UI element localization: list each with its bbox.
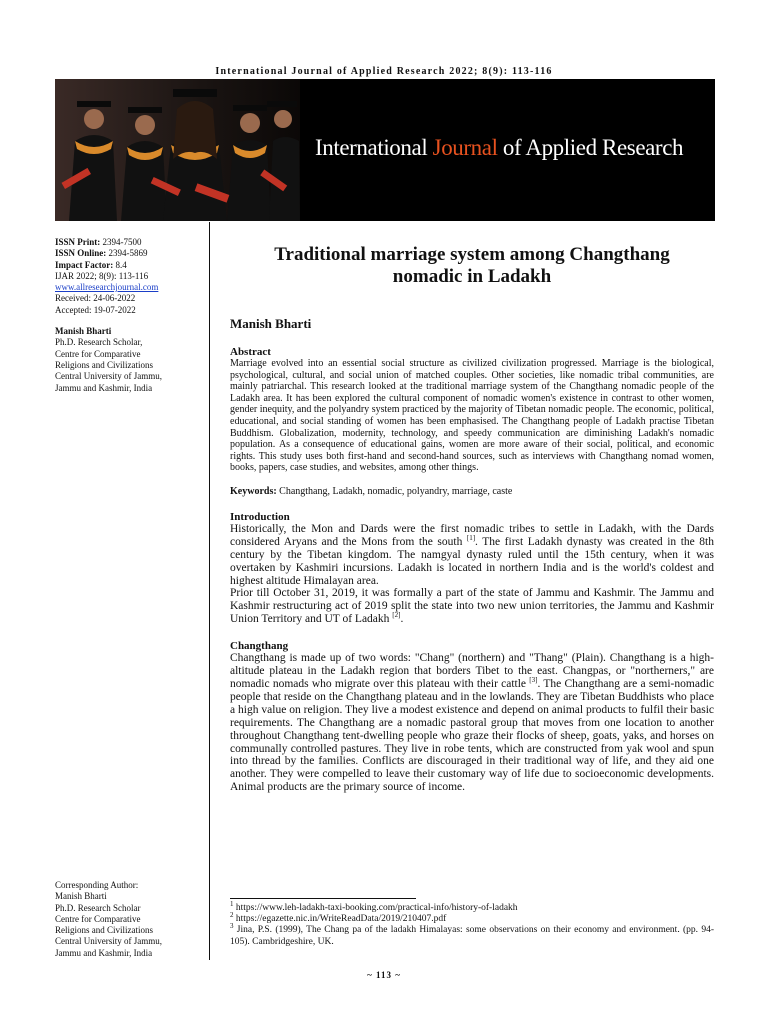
journal-title-part1: International: [315, 135, 433, 160]
journal-title-part2: of Applied Research: [497, 135, 684, 160]
impact-factor-value: 8.4: [113, 259, 127, 270]
footnote-text: https://www.leh-ladakh-taxi-booking.com/practical-info/history-of-ladakh: [233, 903, 518, 913]
issn-print: [55, 237, 205, 248]
issn-print-value: 2394-7500: [100, 237, 142, 247]
issn-online-label: ISSN Online:: [55, 248, 107, 259]
corresponding-name: Manish Bharti: [55, 891, 107, 902]
journal-website-link[interactable]: www.allresearchjournal.com: [55, 282, 159, 293]
received-date: Received: 24-06-2022: [55, 293, 136, 304]
keywords-list: Changthang, Ladakh, nomadic, polyandry, marriage, caste: [276, 485, 513, 497]
journal-banner: [55, 79, 715, 221]
article-title: Traditional marriage system among Changthang nomadic in Ladakh: [274, 244, 670, 287]
issn-online-value: 2394-5869: [106, 248, 148, 259]
intro-text: . The first Ladakh dynasty was created in the 8th century by the Tibetan kingdom. The namgyal dynasty ruled until the 15th century, when it was overtaken by Kashmiri incursions. Ladakh is located in northern India and is the world's coldest and highest altitude Himalayan area.: [230, 535, 714, 587]
footnote-item: [230, 922, 714, 947]
changthang-paragraph: [230, 652, 714, 794]
graduates-photo: [55, 79, 300, 221]
keywords: [230, 486, 714, 497]
corresponding-line: Jammu and Kashmir, India: [55, 947, 153, 958]
footnote-text: Jina, P.S. (1999), The Chang pa of the ladakh Himalayas: some observations on their economy and environment. (pp. 94-105). Cambridgeshire, UK.: [230, 925, 714, 947]
introduction-heading: Introduction: [230, 510, 290, 523]
affiliation-line: Jammu and Kashmir, India: [55, 382, 153, 393]
corresponding-line: Centre for Comparative: [55, 913, 141, 924]
abstract-heading: Abstract: [230, 346, 271, 358]
ijar-citation: IJAR 2022; 8(9): 113-116: [55, 270, 149, 281]
footnote-item: [230, 911, 714, 925]
corresponding-author: [55, 880, 205, 959]
running-head: International Journal of Applied Research 2022; 8(9): 113-116: [215, 66, 553, 77]
footnotes: [230, 899, 714, 948]
article-main: [230, 244, 714, 794]
article-author: Manish Bharti: [230, 316, 312, 331]
footnote-mark: 2: [230, 911, 234, 920]
impact-factor-label: Impact Factor:: [55, 259, 114, 270]
affiliation-line: Central University of Jammu,: [55, 371, 162, 382]
article-info-sidebar: [55, 237, 205, 394]
introduction-paragraph-2: [230, 587, 714, 626]
footnote-text: https://egazette.nic.in/WriteReadData/2019/210407.pdf: [233, 914, 447, 925]
changthang-text: . The Changthang are a semi-nomadic people that reside on the Changthang plateau and in the lowlands. They are Tibetan Buddhists who place a high value on religion. They live a modest existence and depend on animal products to fulfil their basic requirements. The Changthang are a nomadic pastoral group that moves from one location to another throughout Changthang tent-dwelling people who graze their flocks of sheep, goats, yaks, and horses on communally controlled pastures. They live in robe tents, which are constructed from yak wool and spun into thread by the families. Conflicts are discouraged in their traditional way of life, and they aid one another. They were compelled to leave their customary way of life due to socioeconomic developments. Animal products are the primary source of income.: [230, 678, 714, 794]
column-divider: [209, 222, 210, 960]
intro-text: Prior till October 31, 2019, it was formally a part of the state of Jammu and Kashmir. The Jammu and Kashmir restructuring act of 2019 split the state into two new union territories, the Jammu and Kashmir Union Territory and UT of Ladakh: [230, 587, 714, 626]
citation-ref: [3]: [529, 676, 538, 685]
affiliation-line: Ph.D. Research Scholar,: [55, 337, 143, 348]
footnote-item: [230, 899, 714, 914]
abstract-text: Marriage evolved into an essential social structure as civilized civilization progressed. Marriage is the biological, psychological, cultural, and social union of matched couples. Other societies, like nomadic tribal communities, are mainly patriarchal. This research looked at the traditional marriage system of the Changthang nomadic people of the Ladakh area. It has been explored the cultural component of nomadic women's existence in contrast to other women, gender inequity, and the polyandry system practiced by the majority of Tibetan nomadic people. The economic, political, educational, and social standing of women has been emphasised. The Changthang people of Ladakh practise Tibetan Buddhism. Globalization, modernity, technology, and speedy communication are diminishing Ladakh's nomadic population. As a consequence of educational gains, women are more aware of their social, political, and economic rights. This study uses both first-hand and second-hand sources, such as interviews with Changthang nomad women, books, papers, case studies, and websites, among other things.: [230, 358, 714, 474]
issn-online: [55, 248, 205, 259]
corresponding-line: Ph.D. Research Scholar: [55, 902, 141, 913]
intro-text: Historically, the Mon and Dards were the first nomadic tribes to settle in Ladakh, with the Dards considered Aryans and the Mons from the south: [230, 522, 714, 548]
page-number: ~ 113 ~: [367, 970, 401, 980]
intro-text: .: [400, 613, 404, 626]
footnote-mark: 1: [230, 899, 234, 908]
affiliation-line: Centre for Comparative: [55, 348, 141, 359]
keywords-label: Keywords:: [230, 485, 277, 497]
introduction-paragraph-1: [230, 523, 714, 588]
footnote-mark: 3: [230, 922, 234, 931]
corresponding-label: Corresponding Author:: [55, 880, 139, 890]
issn-print-label: ISSN Print:: [55, 237, 101, 247]
citation-ref: [1]: [466, 534, 476, 543]
sidebar-author-name: Manish Bharti: [55, 326, 112, 337]
citation-ref: [2]: [392, 611, 401, 620]
corresponding-line: Central University of Jammu,: [55, 936, 162, 947]
journal-title-accent: Journal: [432, 135, 498, 160]
impact-factor: [55, 260, 205, 271]
corresponding-line: Religions and Civilizations: [55, 925, 153, 936]
changthang-text: Changthang is made up of two words: "Chang" (northern) and "Thang" (Plain). Changthang is a high-altitude plateau in the Ladakh region that borders Tibet to the east. Changpas, or "northerners," are nomadic nomads who migrate over this plateau with their cattle: [230, 652, 714, 690]
footnote-rule: [230, 898, 416, 899]
journal-title: [315, 135, 683, 161]
affiliation-line: Religions and Civilizations: [55, 359, 153, 370]
accepted-date: Accepted: 19-07-2022: [55, 304, 136, 315]
changthang-heading: Changthang: [230, 640, 289, 653]
